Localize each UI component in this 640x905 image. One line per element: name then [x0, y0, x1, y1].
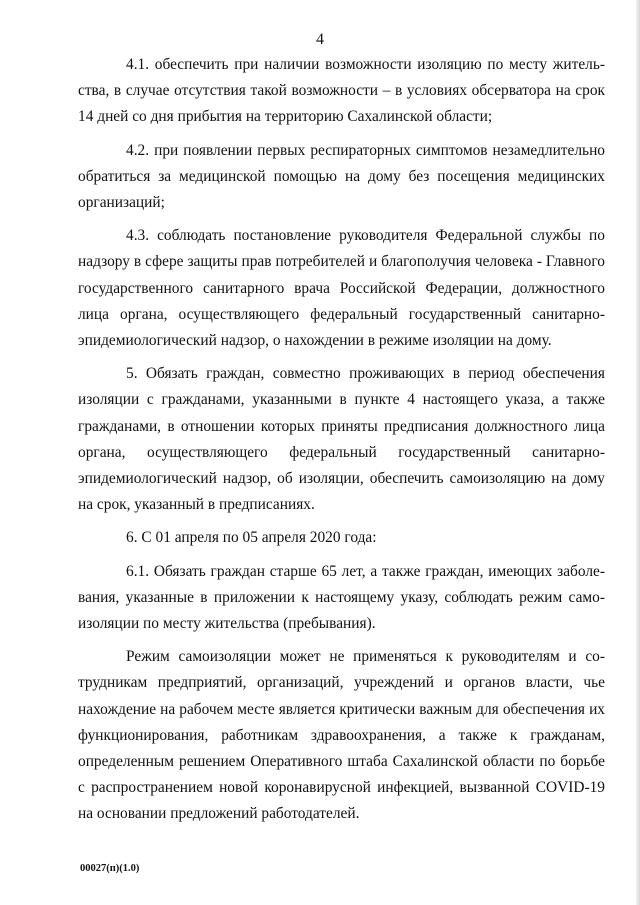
paragraph-5: 5. Обязать граждан, совместно проживающих в период обеспечения изоляции с гражданами, указанными в пункте 4 настоящего указа, а также гражданами, в отношении которых приняты предписания должностного лица органа, осуществляющего федеральный государственный санитарно-эпидемиологический надзор, об изоляции, обеспечить самоизоляцию на дому на срок, указанный в предписаниях.	[78, 365, 605, 514]
paragraph-4-2: 4.2. при появлении первых респираторных симптомов незамедлительно обратиться за медицинской помощью на дому без посещения медицинских организаций;	[78, 141, 605, 212]
scan-edge-shadow	[636, 0, 640, 905]
document-body	[78, 52, 605, 835]
document-form-code: 00027(п)(1.0)	[80, 863, 140, 874]
paragraph-4-1: 4.1. обеспечить при наличии возможности изоляцию по месту жительства, в случае отсутствия такой возможности – в условиях обсерватора на срок 14 дней со дня прибытия на территорию Сахалинской области;	[78, 56, 605, 126]
paragraph-4-3: 4.3. соблюдать постановление руководителя Федеральной службы по надзору в сфере защиты прав потребителей и благополучия человека - Главного государственного санитарного врача Российской Федерации, должностного лица органа, осуществляющего федеральный государственный санитарно-эпидемиологический надзор, о нахождении в режиме изоляции на дому.	[78, 227, 605, 350]
paragraph-6-1: 6.1. Обязать граждан старше 65 лет, а также граждан, имеющих заболевания, указанные в приложении к настоящему указу, соблюдать режим самоизоляции по месту жительства (пребывания).	[78, 562, 605, 633]
paragraph-self-isolation-exemptions: Режим самоизоляции может не применяться к руководителям и сотрудникам предприятий, организаций, учреждений и органов власти, чье нахождение на рабочем месте является критически важным для обеспечения их функционирования, работникам здравоохранения, а также к гражданам, определенным решением Оперативного штаба Сахалинской области по борьбе с распространением новой коронавирусной инфекцией, вызванной COVID-19 на основании предложений работодателей.	[78, 648, 605, 823]
page-number: 4	[316, 31, 324, 48]
paragraph-6: 6. С 01 апреля по 05 апреля 2020 года:	[126, 529, 377, 547]
